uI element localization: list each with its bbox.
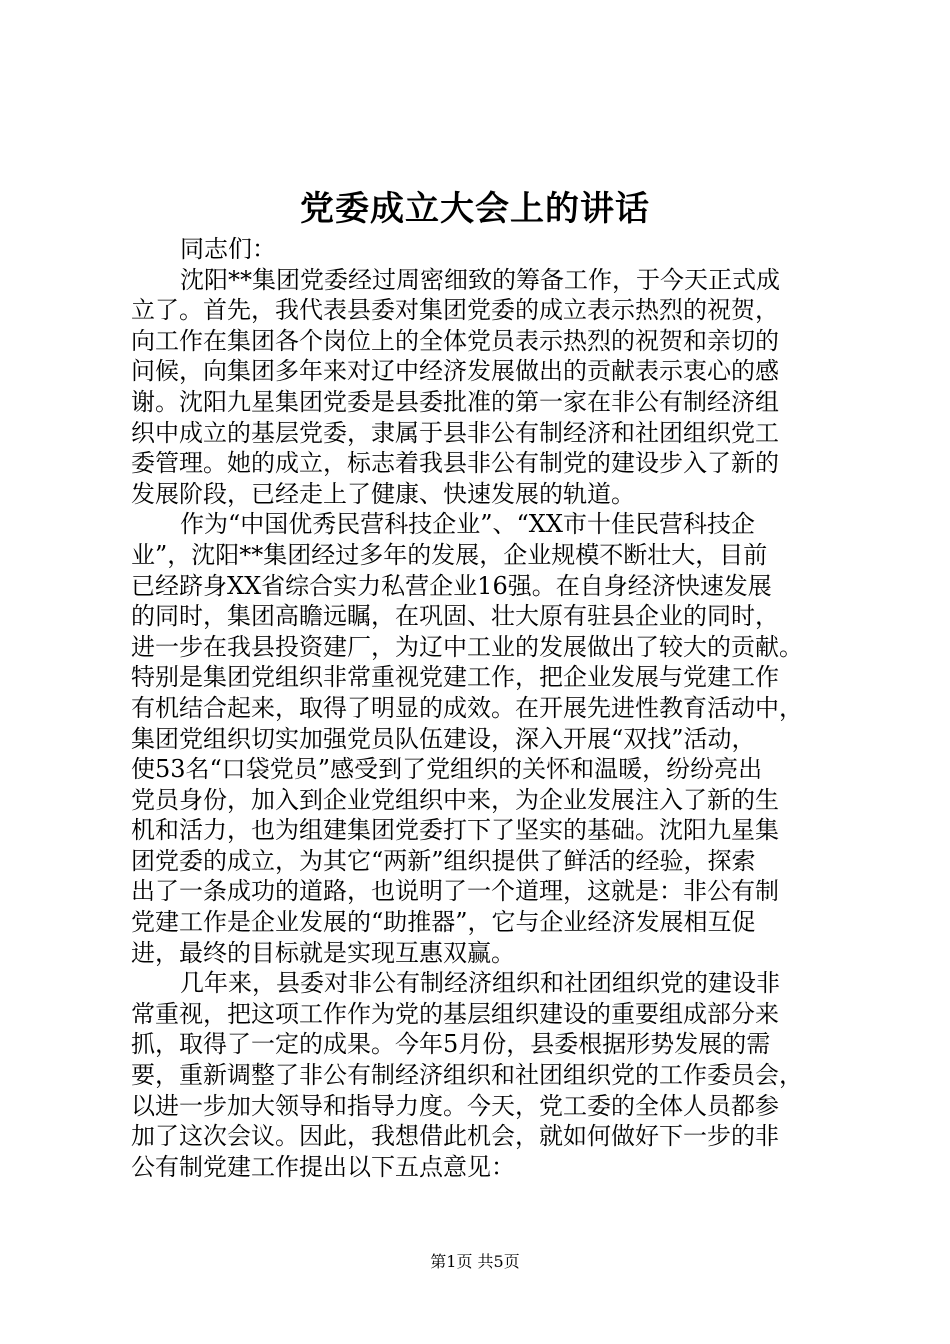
text-line: 常重视，把这项工作作为党的基层组织建设的重要组成部分来: [131, 999, 779, 1028]
paragraph-3: [131, 968, 831, 1182]
text-line: 以进一步加大领导和指导力度。今天，党工委的全体人员都参: [131, 1091, 779, 1120]
text-line: 沈阳**集团党委经过周密细致的筹备工作，于今天正式成: [180, 265, 780, 294]
text-line: 党建工作是企业发展的“助推器”，它与企业经济发展相互促: [131, 908, 756, 937]
text-line: 已经跻身XX省综合实力私营企业16强。在自身经济快速发展: [131, 571, 772, 600]
text-line: 使53名“口袋党员”感受到了党组织的关怀和温暖，纷纷亮出: [131, 755, 763, 784]
text-line: 谢。沈阳九星集团党委是县委批准的第一家在非公有制经济组: [131, 387, 779, 416]
text-line: 织中成立的基层党委，隶属于县非公有制经济和社团组织党工: [131, 418, 779, 447]
text-line: 特别是集团党组织非常重视党建工作，把企业发展与党建工作: [131, 663, 779, 692]
paragraph-2: [131, 509, 831, 968]
text-line: 加了这次会议。因此，我想借此机会，就如何做好下一步的非: [131, 1122, 779, 1151]
text-line: 党员身份，加入到企业党组织中来，为企业发展注入了新的生: [131, 785, 779, 814]
text-line: 集团党组织切实加强党员队伍建设，深入开展“双找”活动，: [131, 724, 756, 753]
text-line: 向工作在集团各个岗位上的全体党员表示热烈的祝贺和亲切的: [131, 326, 779, 355]
text-line: 的同时，集团高瞻远瞩，在巩固、壮大原有驻县企业的同时，: [131, 602, 779, 631]
page-title: 党委成立大会上的讲话: [300, 189, 650, 229]
text-line: 团党委的成立，为其它“两新”组织提供了鲜活的经验，探索: [131, 846, 756, 875]
text-line: 有机结合起来，取得了明显的成效。在开展先进性教育活动中，: [131, 693, 803, 722]
text-line: 立了。首先，我代表县委对集团党委的成立表示热烈的祝贺，: [131, 296, 779, 325]
text-line: 抓，取得了一定的成果。今年5月份，县委根据形势发展的需: [131, 1030, 771, 1059]
text-line: 几年来，县委对非公有制经济组织和社团组织党的建设非: [180, 969, 780, 998]
text-line: 业”，沈阳**集团经过多年的发展，企业规模不断壮大，目前: [131, 540, 768, 569]
text-line: 公有制党建工作提出以下五点意见：: [131, 1152, 515, 1181]
text-line: 进，最终的目标就是实现互惠双赢。: [131, 938, 515, 967]
page-footer: 第1页 共5页: [430, 1252, 520, 1271]
salutation: 同志们：: [180, 235, 276, 263]
text-line: 委管理。她的成立，标志着我县非公有制党的建设步入了新的: [131, 449, 779, 478]
document-body: [131, 234, 831, 1182]
paragraph-1: [131, 265, 831, 510]
text-line: 问候，向集团多年来对辽中经济发展做出的贡献表示衷心的感: [131, 357, 779, 386]
text-line: 出了一条成功的道路，也说明了一个道理，这就是：非公有制: [131, 877, 779, 906]
text-line: 进一步在我县投资建厂，为辽中工业的发展做出了较大的贡献。: [131, 632, 803, 661]
text-line: 机和活力，也为组建集团党委打下了坚实的基础。沈阳九星集: [131, 816, 779, 845]
text-line: 作为“中国优秀民营科技企业”、“XX市十佳民营科技企: [180, 510, 755, 539]
text-line: 发展阶段，已经走上了健康、快速发展的轨道。: [131, 479, 635, 508]
text-line: 要，重新调整了非公有制经济组织和社团组织党的工作委员会，: [131, 1061, 803, 1090]
